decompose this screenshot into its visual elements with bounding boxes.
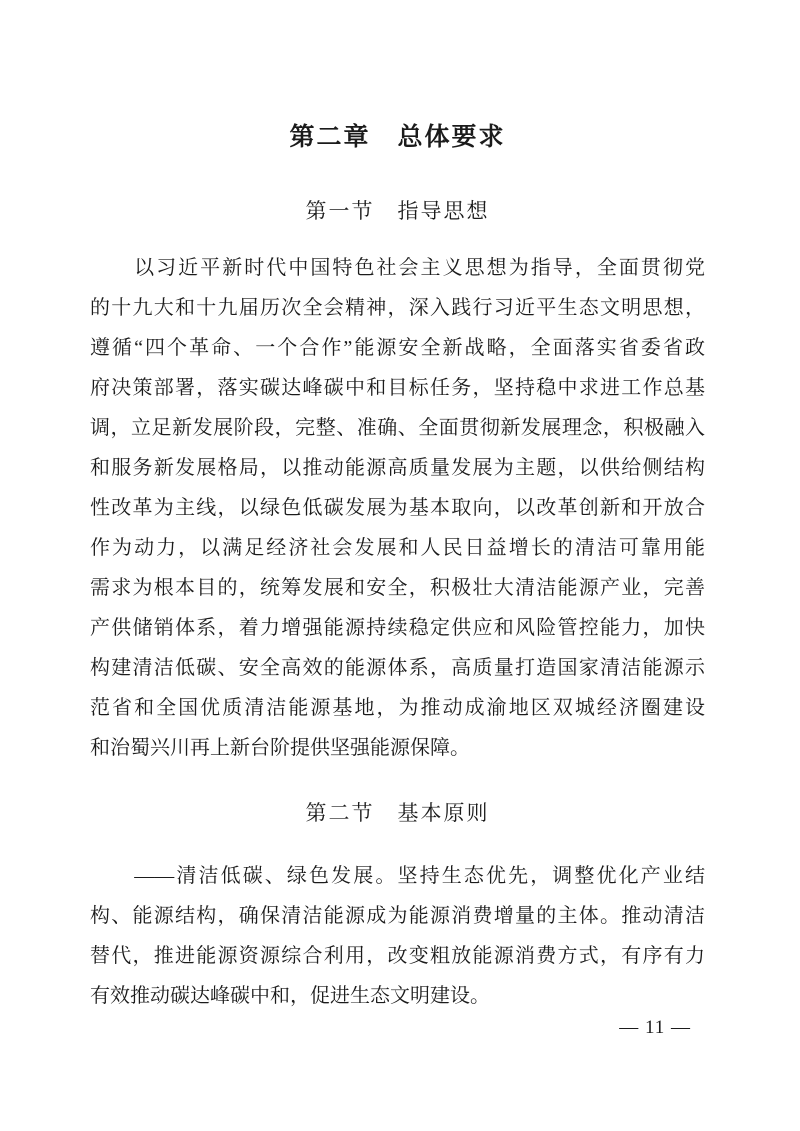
paragraph-basic-principles	[90, 856, 705, 1016]
text-line: 作为动力，以满足经济社会发展和人民日益增长的清洁可靠用能	[90, 537, 705, 559]
text-line: 构建清洁低碳、安全高效的能源体系，高质量打造国家清洁能源示	[90, 657, 705, 679]
text-line: 调，立足新发展阶段，完整、准确、全面贯彻新发展理念，积极融入	[90, 417, 705, 439]
text-line: 有效推动碳达峰碳中和，促进生态文明建设。	[90, 985, 490, 1007]
text-line: 替代，推进能源资源综合利用，改变粗放能源消费方式，有序有力	[90, 945, 705, 967]
text-line: 的十九大和十九届历次全会精神，深入践行习近平生态文明思想，	[90, 297, 705, 319]
text-line: 以习近平新时代中国特色社会主义思想为指导，全面贯彻党	[90, 257, 705, 279]
text-line: ——清洁低碳、绿色发展。坚持生态优先，调整优化产业结	[90, 865, 705, 887]
text-line: 遵循“四个革命、一个合作”能源安全新战略，全面落实省委省政	[90, 337, 705, 359]
text-line: 性改革为主线，以绿色低碳发展为基本取向，以改革创新和开放合	[90, 497, 705, 519]
section-title-guiding-ideology: 第一节 指导思想	[305, 199, 490, 223]
text-line: 府决策部署，落实碳达峰碳中和目标任务，坚持稳中求进工作总基	[90, 377, 705, 399]
chapter-title: 第二章 总体要求	[289, 123, 506, 151]
text-line: 产供储销体系，着力增强能源持续稳定供应和风险管控能力，加快	[90, 617, 705, 639]
page-number: — 11 —	[619, 1017, 691, 1038]
paragraph-guiding-ideology	[90, 248, 705, 768]
text-line: 和服务新发展格局，以推动能源高质量发展为主题，以供给侧结构	[90, 457, 705, 479]
text-line: 构、能源结构，确保清洁能源成为能源消费增量的主体。推动清洁	[90, 905, 705, 927]
text-line: 需求为根本目的，统筹发展和安全，积极壮大清洁能源产业，完善	[90, 577, 705, 599]
section-title-basic-principles: 第二节 基本原则	[305, 801, 490, 825]
text-line: 和治蜀兴川再上新台阶提供坚强能源保障。	[90, 737, 470, 759]
text-line: 范省和全国优质清洁能源基地，为推动成渝地区双城经济圈建设	[90, 697, 705, 719]
